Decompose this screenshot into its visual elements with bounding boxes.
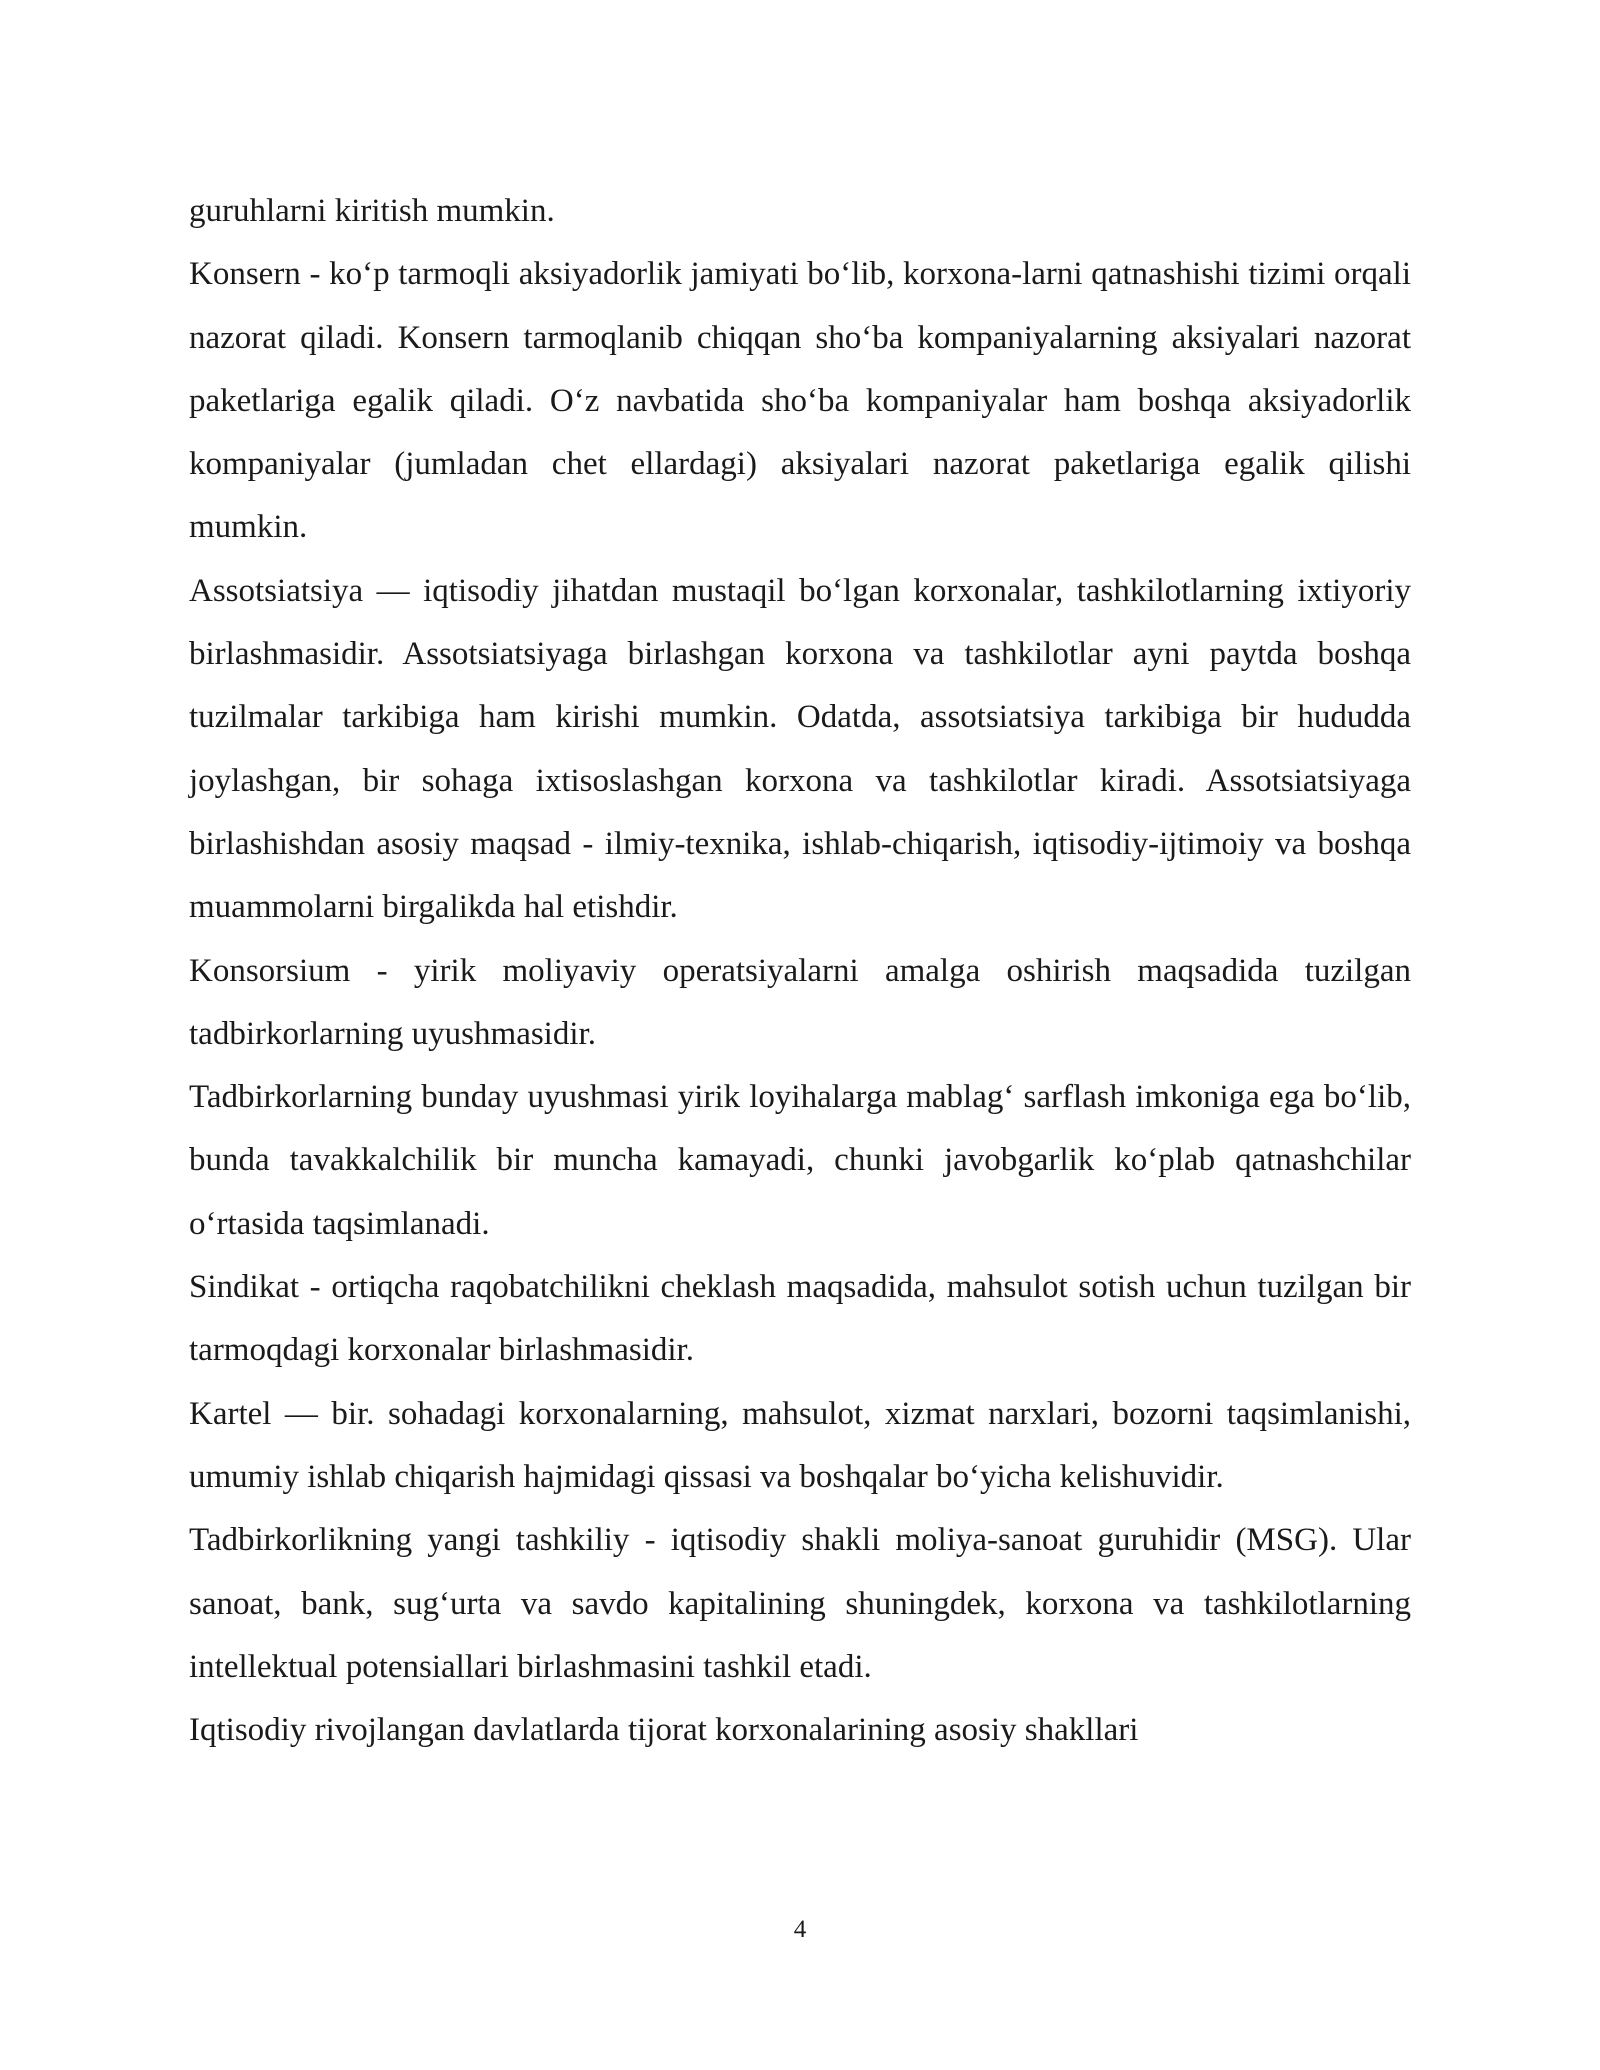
paragraph-sindikat: Sindikat - ortiqcha raqobatchilikni cheklash maqsadida, mahsulot sotish uchun tuzilgan bir tarmoqdagi korxonalar birlashmasidir.	[189, 1269, 1411, 1369]
paragraph-closing: Iqtisodiy rivojlangan davlatlarda tijorat korxonalarining asosiy shakllari	[189, 1712, 1139, 1749]
paragraph-kartel: Kartel — bir. sohadagi korxonalarning, mahsulot, xizmat narxlari, bozorni taqsimlanishi, umumiy ishlab chiqarish hajmidagi qissasi va boshqalar bo‘yicha kelishuvidir.	[189, 1395, 1411, 1495]
paragraph-msg: Tadbirkorlikning yangi tashkiliy - iqtisodiy shakli moliya-sanoat guruhidir (MSG). Ular sanoat, bank, sug‘urta va savdo kapitalining shuningdek, korxona va tashkilotlarning intellektual potensiallari birlashmasini tashkil etadi.	[189, 1522, 1411, 1685]
paragraph-assotsiatsiya: Assotsiatsiya — iqtisodiy jihatdan mustaqil bo‘lgan korxonalar, tashkilotlarning ixtiyoriy birlashmasidir. Assotsiatsiyaga birlashgan korxona va tashkilotlar ayni paytda boshqa tuzilmalar tarkibiga ham kirishi mumkin. Odatda, assotsiatsiya tarkibiga bir hududda joylashgan, bir sohaga ixtisoslashgan korxona va tashkilotlar kiradi. Assotsiatsiyaga birlashishdan asosiy maqsad - ilmiy-texnika, ishlab-chiqarish, iqtisodiy-ijtimoiy va boshqa muammolarni birgalikda hal etishdir.	[189, 572, 1411, 926]
paragraph-continuation: guruhlarni kiritish mumkin.	[189, 193, 555, 229]
body-text	[189, 180, 1411, 1762]
paragraph-tadbirkorlar-uyushmasi: Tadbirkorlarning bunday uyushmasi yirik loyihalarga mablag‘ sarflash imkoniga ega bo‘lib, bunda tavakkalchilik bir muncha kamayadi, chunki javobgarlik ko‘plab qatnashchilar o‘rtasida taqsimlanadi.	[189, 1079, 1411, 1242]
paragraph-konsorsium: Konsorsium - yirik moliyaviy operatsiyalarni amalga oshirish maqsadida tuzilgan tadbirkorlarning uyushmasidir.	[189, 952, 1411, 1052]
page-number: 4	[793, 1916, 807, 1943]
paragraph-konsern: Konsern - ko‘p tarmoqli aksiyadorlik jamiyati bo‘lib, korxona-larni qatnashishi tizimi orqali nazorat qiladi. Konsern tarmoqlanib chiqqan sho‘ba kompaniyalarning aksiyalari nazorat paketlariga egalik qiladi. O‘z navbatida sho‘ba kompaniyalar ham boshqa aksiyadorlik kompaniyalar (jumladan chet ellardagi) aksiyalari nazorat paketlariga egalik qilishi mumkin.	[189, 256, 1411, 546]
